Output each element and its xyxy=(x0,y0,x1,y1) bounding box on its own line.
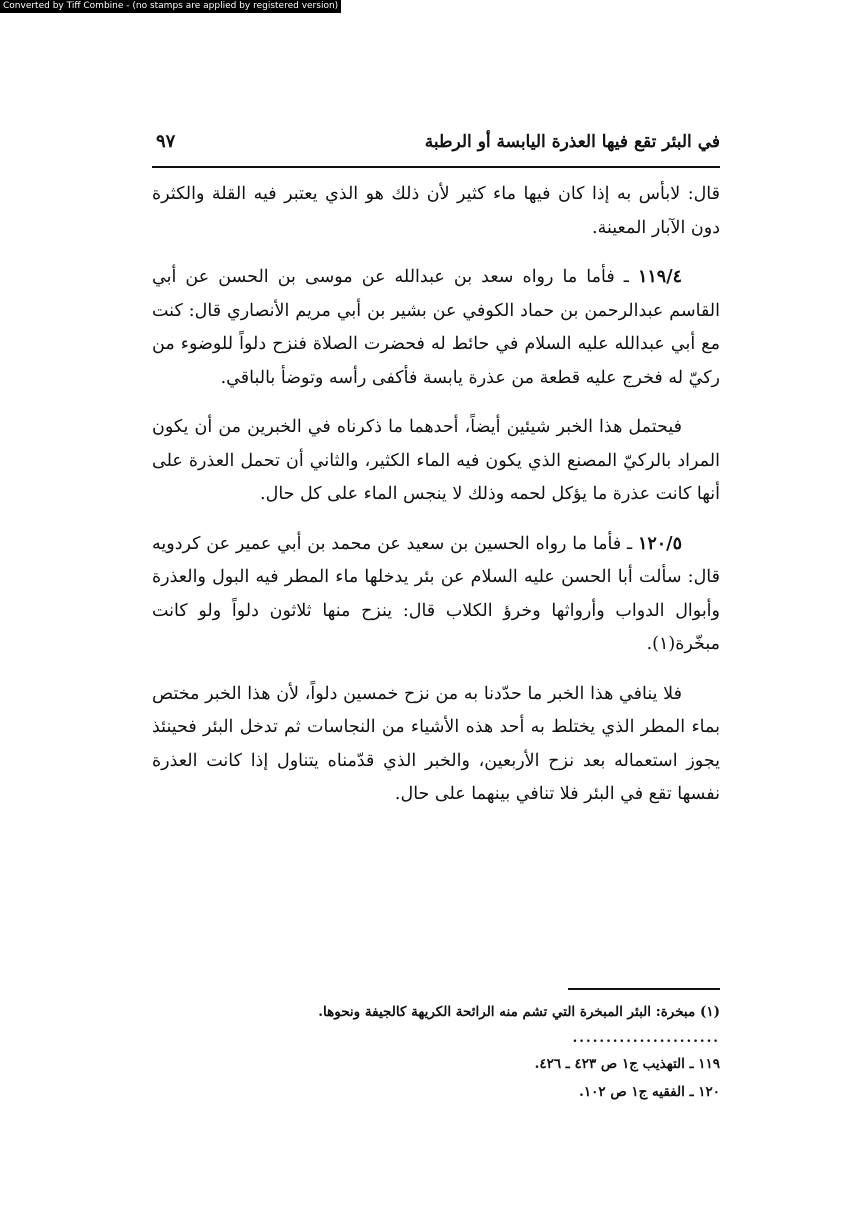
source-ref-120: ١٢٠ ـ الفقيه ج١ ص ١٠٢. xyxy=(579,1084,720,1100)
paragraph-1: قال: لابأس به إذا كان فيها ماء كثير لأن ذلك هو الذي يعتبر فيه القلة والكثرة دون الآبار المعينة. xyxy=(152,184,720,238)
paragraph-5: فلا ينافي هذا الخبر ما حدّدنا به من نزح خمسين دلواً، لأن هذا الخبر مختص بماء المطر الذي يختلط به أحد هذه الأشياء من النجاسات ثم تدخل البئر فحينئذ يجوز استعماله بعد نزح الأربعين، والخبر الذي قدّمناه يتناول إذا كانت العذرة نفسها تقع في البئر فلا تنافي بينهما على حال. xyxy=(152,683,720,804)
converter-watermark: Converted by Tiff Combine - (no stamps are applied by registered version) xyxy=(0,0,341,13)
hadith-text-119: ـ فأما ما رواه سعد بن عبدالله عن موسى بن الحسن عن أبي القاسم عبدالرحمن بن حماد الكوفي عن بشير بن أبي مريم الأنصاري قال: كنت مع أبي عبدالله عليه السلام في حائط له فحضرت الصلاة فنزح دلواً للوضوء من ركيّ له فخرج عليه قطعة من عذرة يابسة فأكفى رأسه وتوضأ بالباقي. xyxy=(152,267,720,388)
hadith-number-120: ١٢٠/٥ xyxy=(637,533,682,554)
paragraph-4-hadith-120 xyxy=(152,528,720,662)
page-number: ٩٧ xyxy=(156,131,176,152)
book-page xyxy=(152,122,720,828)
footnote-1: (١) مبخرة: البئر المبخرة التي تشم منه الرائحة الكريهة كالجيفة ونحوها. xyxy=(318,1004,720,1020)
paragraph-2-hadith-119 xyxy=(152,261,720,395)
source-ref-119: ١١٩ ـ التهذيب ج١ ص ٤٢٣ ـ ٤٢٦. xyxy=(534,1056,720,1072)
footnotes-section xyxy=(152,988,720,1106)
running-header xyxy=(152,122,720,162)
header-rule xyxy=(152,166,720,168)
footnote-dotted-separator: ...................... xyxy=(572,1030,720,1046)
hadith-number-119: ١١٩/٤ xyxy=(638,267,682,287)
hadith-text-120: ـ فأما ما رواه الحسين بن سعيد عن محمد بن أبي عمير عن كردويه قال: سألت أبا الحسن عليه السلام عن بئر يدخلها ماء المطر فيه البول والعذرة وأبوال الدواب وأرواثها وخرؤ الكلاب قال: ينزح منها ثلاثون دلواً ولو كانت مبخّرة(١). xyxy=(152,533,720,654)
chapter-title: في البئر تقع فيها العذرة اليابسة أو الرطبة xyxy=(424,132,720,152)
paragraph-3: فيحتمل هذا الخبر شيئين أيضاً، أحدهما ما ذكرناه في الخبرين من أن يكون المراد بالركيّ المصنع الذي يكون فيه الماء الكثير، والثاني أن تحمل العذرة على أنها كانت عذرة ما يؤكل لحمه وذلك لا ينجس الماء على كل حال. xyxy=(152,417,720,504)
footnote-rule xyxy=(568,988,720,990)
